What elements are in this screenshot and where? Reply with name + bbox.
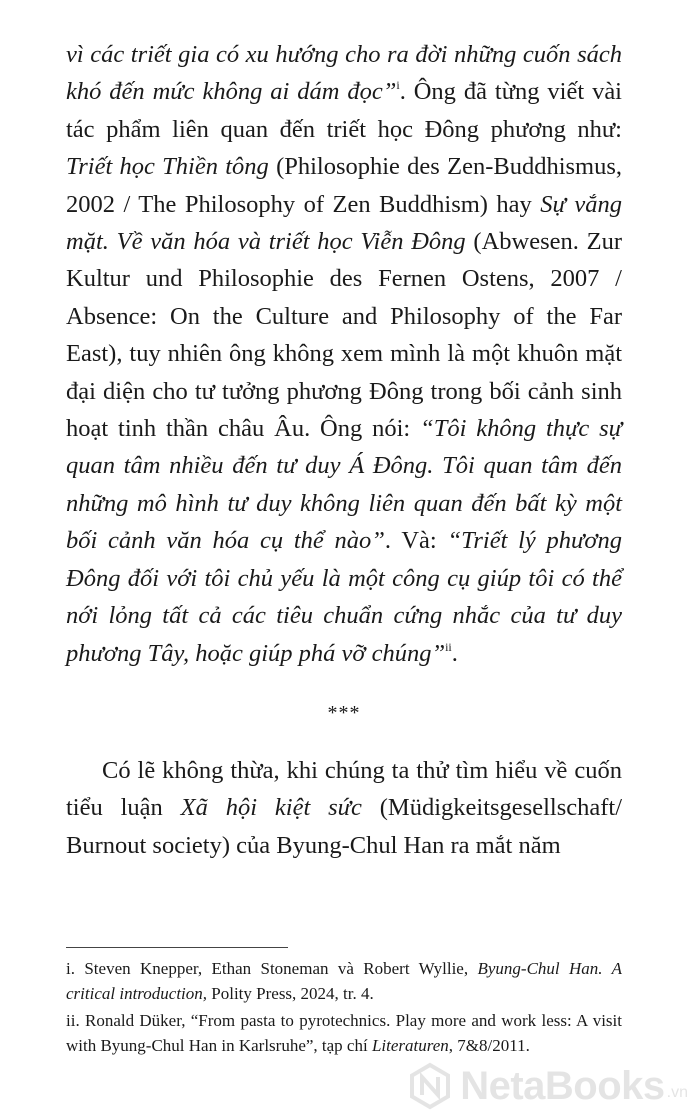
book-title-2: Sự vắng mặt. Về văn hóa và triết học Viễn Đông [66, 190, 622, 256]
paragraph-1-text-b: (Philosophie des Zen-Buddhismus, 2002 / The Philosophy of Zen Buddhism) hay [66, 153, 622, 218]
book-title-1: Triết học Thiền tông [66, 153, 269, 181]
quote-1: vì các triết gia có xu hướng cho ra đời những cuốn sách khó đến mức không ai dám đọc” [66, 41, 622, 106]
paragraph-1-text-d: . Và: [384, 527, 448, 555]
paragraph-2 [66, 752, 622, 864]
footnote-ii-text-b: , 7&8/2011. [448, 1036, 530, 1055]
footnote-i-text-a: i. Steven Knepper, Ethan Stoneman và Robert Wyllie, [66, 959, 478, 978]
paragraph-2-text-b: (Müdigkeitsgesellschaft/ Burnout society) của Byung-Chul Han ra mắt năm [66, 794, 622, 859]
footnote-i [66, 956, 622, 1006]
footnote-ii-text-a: ii. Ronald Düker, “From pasta to pyrotechnics. Play more and work less: A visit with Byung-Chul Han in Karlsruhe”, tạp chí [66, 1011, 622, 1055]
neta-logo-icon [406, 1062, 454, 1110]
quote-2: “Tôi không thực sự quan tâm nhiều đến tư duy Á Đông. Tôi quan tâm đến những mô hình tư duy không liên quan đến bất kỳ một bối cảnh văn hóa cụ thể nào” [66, 415, 622, 555]
watermark [406, 1062, 688, 1110]
footnote-ii [66, 1008, 622, 1058]
page-content [66, 36, 622, 864]
paragraph-2-text-a: Có lẽ không thừa, khi chúng ta thử tìm hiểu về cuốn tiểu luận [66, 756, 622, 822]
footnote-i-title: Byung-Chul Han. A critical introduction, [66, 959, 622, 1003]
book-title-3: Xã hội kiệt sức [180, 794, 362, 822]
footnote-i-text-b: Polity Press, 2024, tr. 4. [207, 984, 374, 1003]
paragraph-1 [66, 36, 622, 672]
footnotes [66, 956, 622, 1060]
watermark-brand: NetaBooks [460, 1063, 665, 1108]
footnote-ref-i[interactable]: i [396, 78, 400, 93]
footnote-ii-title: Literaturen [371, 1036, 449, 1055]
footnote-ref-ii[interactable]: ii [445, 639, 452, 654]
paragraph-1-text-c: (Abwesen. Zur Kultur und Philosophie des Fernen Ostens, 2007 / Absence: On the Culture and Philosophy of the Far East), tuy nhiên ông không xem mình là một khuôn mặt đại diện cho tư tưởng phương Đông trong bối cảnh sinh hoạt tinh thần châu Âu. Ông nói: [66, 228, 622, 443]
footnote-divider [66, 947, 288, 948]
paragraph-1-text-a: . Ông đã từng viết vài tác phẩm liên quan đến triết học Đông phương như: [66, 78, 622, 143]
watermark-suffix: .vn [666, 1084, 688, 1101]
paragraph-1-text-e: . [451, 639, 458, 667]
section-separator: *** [327, 701, 361, 724]
quote-3: “Triết lý phương Đông đối với tôi chủ yếu là một công cụ giúp tôi có thể nới lỏng tất cả các tiêu chuẩn cứng nhắc của tư duy phương Tây, hoặc giúp phá vỡ chúng” [66, 527, 622, 667]
